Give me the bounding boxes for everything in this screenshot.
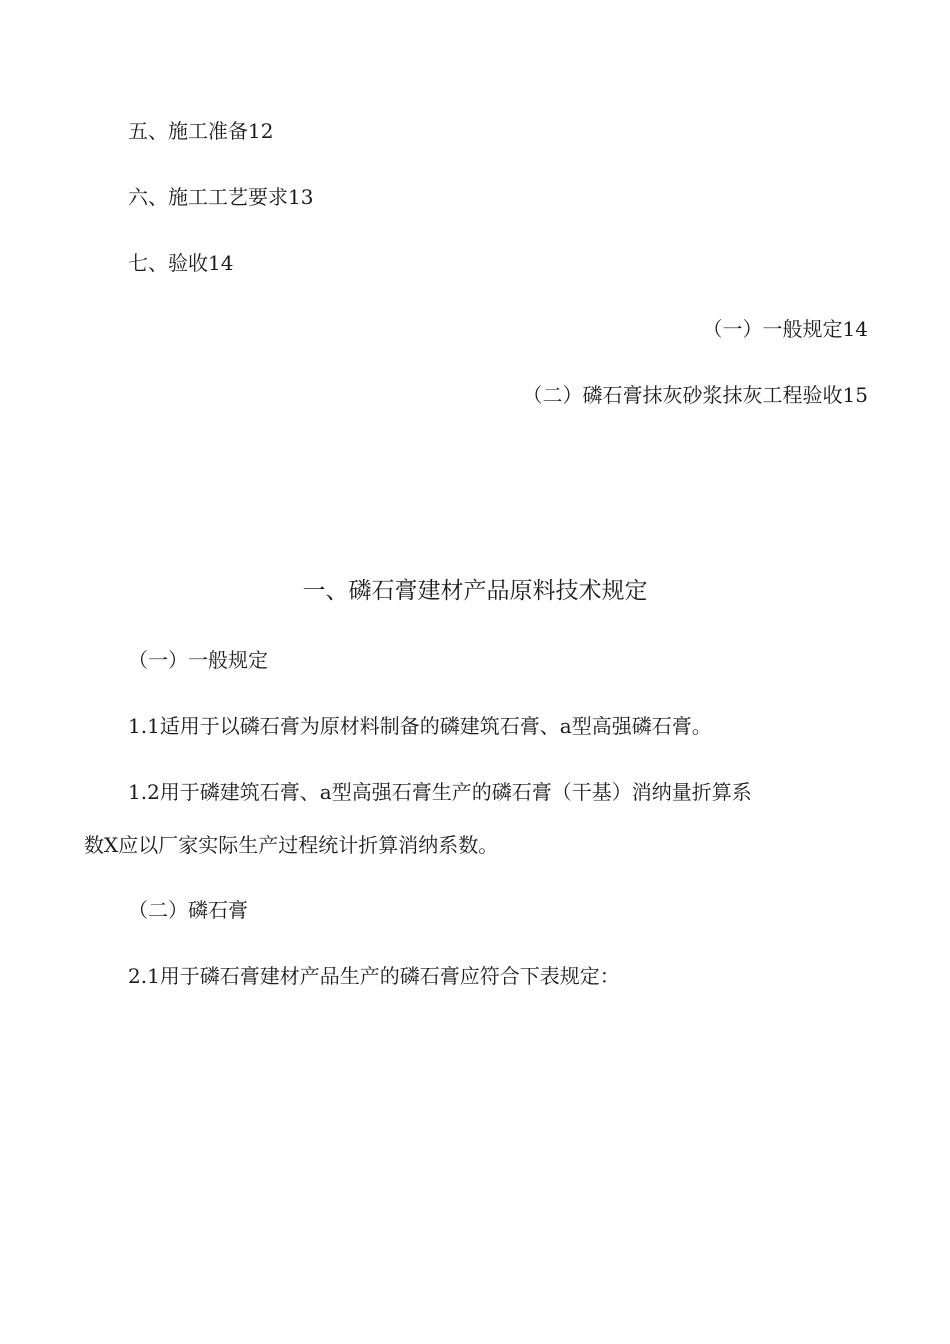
paragraph-1-2 <box>84 778 844 859</box>
subsection-title-phosphogypsum: （二）磷石膏 <box>128 898 248 922</box>
paragraph-1-1: 1.1适用于以磷石膏为原材料制备的磷建筑石膏、a型高强磷石膏。 <box>128 714 712 738</box>
toc-item-6: 六、施工工艺要求13 <box>128 185 314 209</box>
section-title: 一、磷石膏建材产品原料技术规定 <box>302 578 648 604</box>
toc-subitem-general: （一）一般规定14 <box>702 317 868 341</box>
paragraph-2-1: 2.1用于磷石膏建材产品生产的磷石膏应符合下表规定： <box>128 964 620 988</box>
toc-subitem-acceptance: （二）磷石膏抹灰砂浆抹灰工程验收15 <box>522 383 868 407</box>
paragraph-1-2-line-2: 数X应以厂家实际生产过程统计折算消纳系数。 <box>84 833 499 857</box>
toc-item-7: 七、验收14 <box>128 251 234 275</box>
subsection-title-general: （一）一般规定 <box>128 648 268 672</box>
toc-item-5: 五、施工准备12 <box>128 119 274 143</box>
paragraph-1-2-line-1: 1.2用于磷建筑石膏、a型高强石膏生产的磷石膏（干基）消纳量折算系 <box>128 780 752 804</box>
